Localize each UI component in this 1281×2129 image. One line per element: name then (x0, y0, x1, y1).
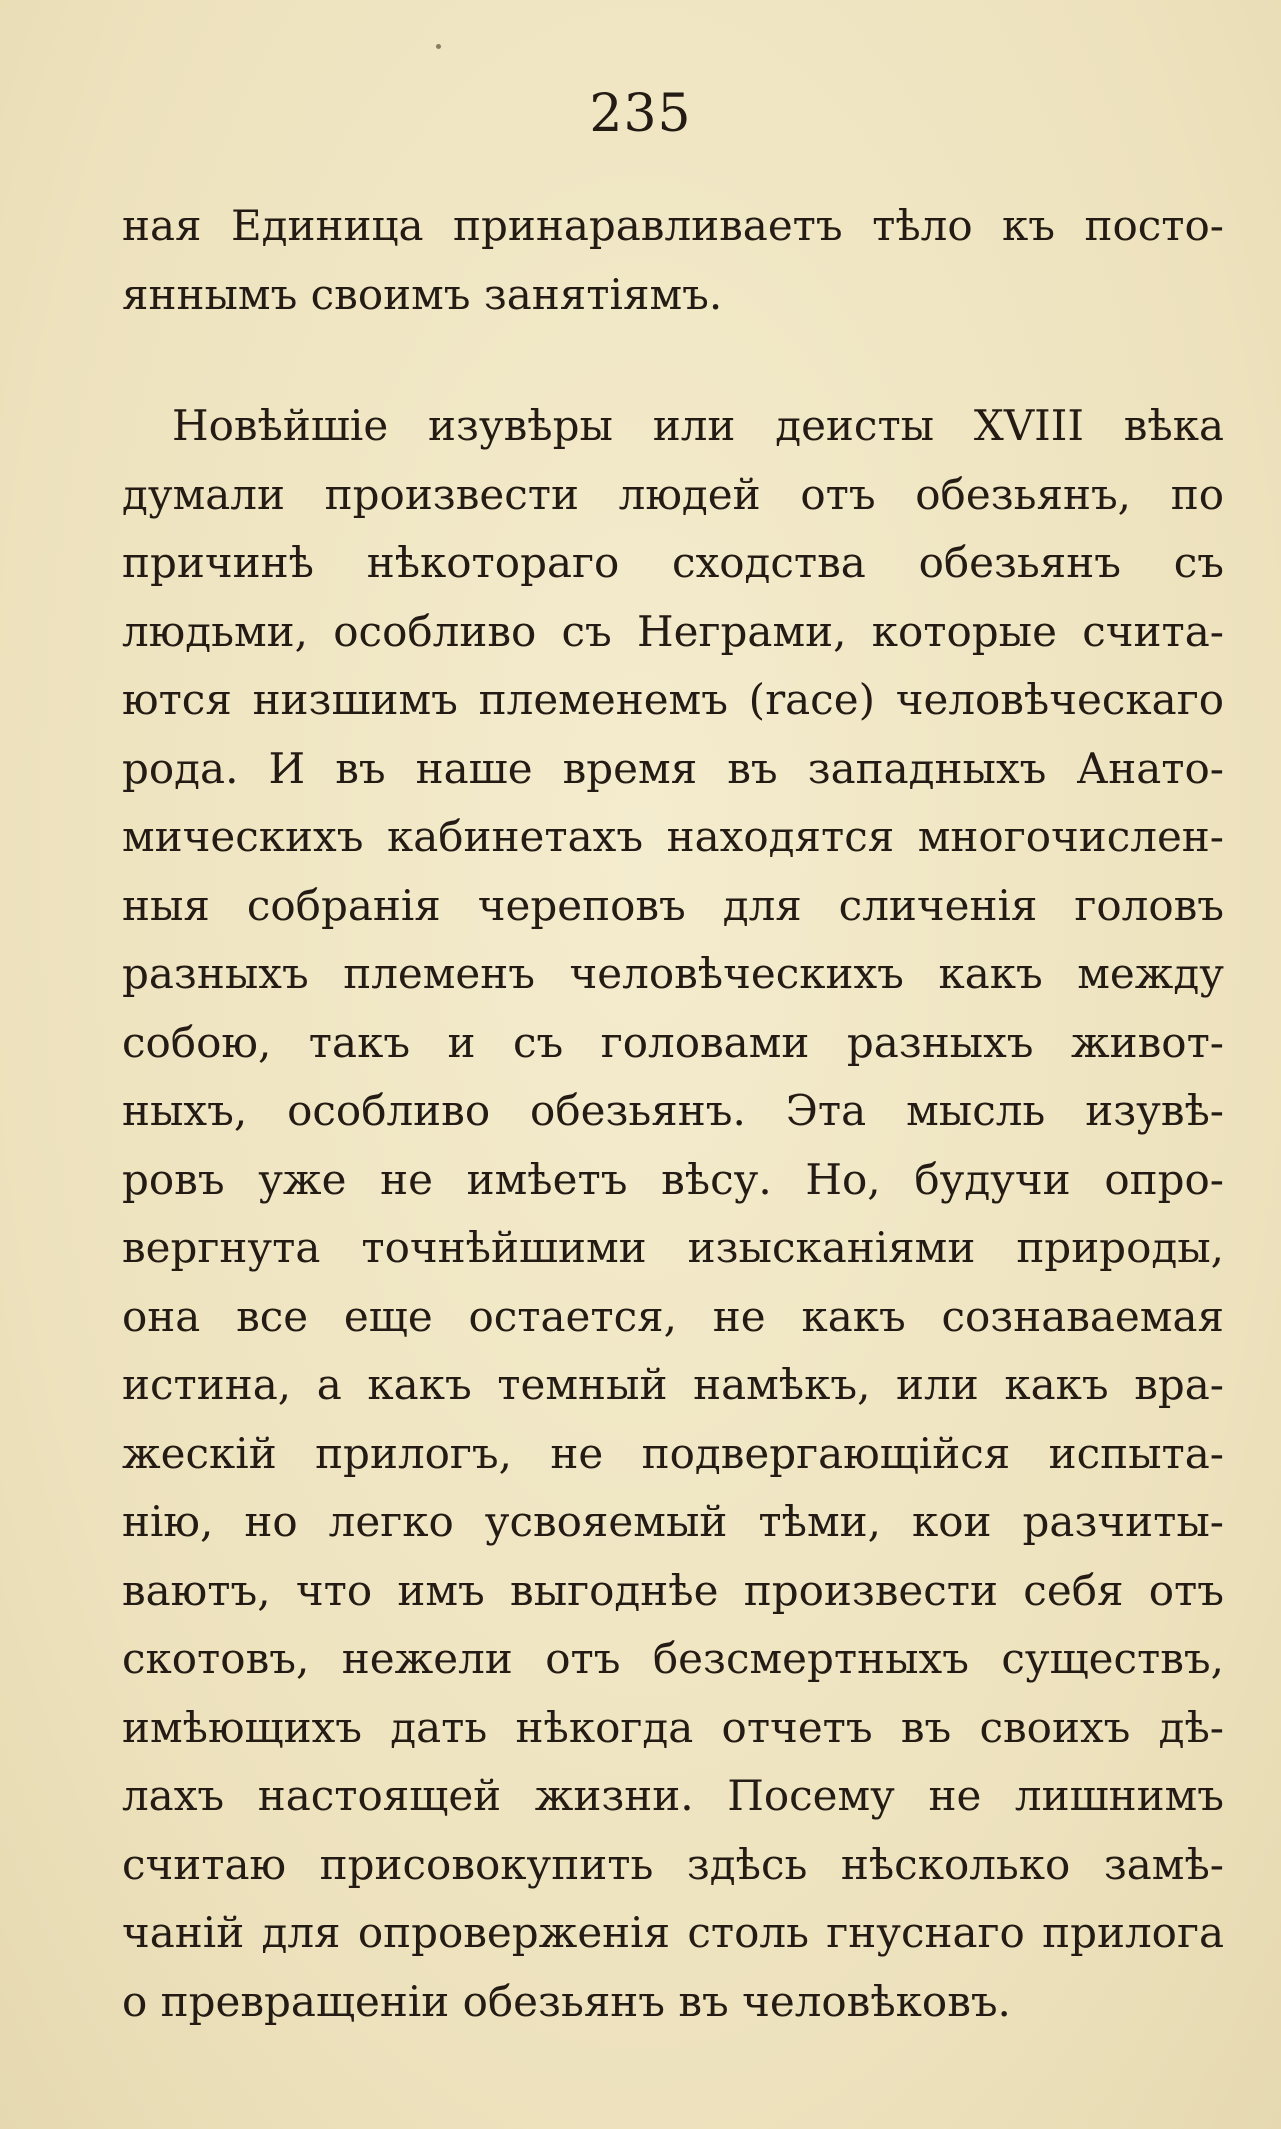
page-number: 235 (589, 84, 692, 144)
text-line: считаю присовокупить здѣсь нѣсколько замѣ- (122, 1839, 1224, 1889)
text-line: яннымъ своимъ занятіямъ. (122, 269, 723, 319)
text-line: нію, но легко усвояемый тѣми, кои разчиты- (122, 1497, 1224, 1546)
text-line: Новѣйшіе изувѣры или деисты XVIII вѣка (172, 401, 1224, 450)
text-line: разныхъ племенъ человѣческихъ какъ между (122, 949, 1224, 998)
text-line: думали произвести людей отъ обезьянъ, по (122, 469, 1224, 519)
text-line: скотовъ, нежели отъ безсмертныхъ существъ, (122, 1634, 1224, 1683)
text-line: ныя собранія череповъ для сличенія головъ (122, 880, 1224, 930)
text-line: имѣющихъ дать нѣкогда отчетъ въ своихъ дѣ- (122, 1702, 1224, 1752)
text-line: жескій прилогъ, не подвергающійся испыта- (122, 1428, 1224, 1478)
text-line: вергнута точнѣйшими изысканіями природы, (122, 1223, 1224, 1272)
text-line: причинѣ нѣкотораго сходства обезьянъ съ (122, 538, 1224, 587)
text-line: чаній для опроверженія столь гнуснаго прилога (122, 1908, 1224, 1957)
text-line: ровъ уже не имѣетъ вѣсу. Но, будучи опро- (122, 1154, 1224, 1204)
text-line: лахъ настоящей жизни. Посему не лишнимъ (122, 1771, 1224, 1820)
paragraph-2 (122, 392, 1224, 2036)
text-line: истина, а какъ темный намѣкъ, или какъ вра- (122, 1360, 1224, 1409)
paragraph-1 (122, 192, 1224, 329)
text-line: ваютъ, что имъ выгоднѣе произвести себя отъ (122, 1565, 1224, 1615)
text-line: рода. И въ наше время въ западныхъ Анато- (122, 743, 1224, 793)
paper-speck (436, 44, 441, 49)
text-line: ются низшимъ племенемъ (race) человѣческаго (122, 675, 1224, 724)
text-line: людьми, особливо съ Неграми, которые счита- (122, 606, 1224, 656)
text-line: она все еще остается, не какъ сознаваемая (122, 1291, 1224, 1341)
text-line: ныхъ, особливо обезьянъ. Эта мысль изувѣ- (122, 1086, 1224, 1135)
text-line: собою, такъ и съ головами разныхъ живот- (122, 1017, 1224, 1067)
text-line: ная Единица принаравливаетъ тѣло къ посто- (122, 201, 1224, 250)
text-line: мическихъ кабинетахъ находятся многочислен- (122, 812, 1224, 861)
text-line: о превращеніи обезьянъ въ человѣковъ. (122, 1976, 1011, 2026)
